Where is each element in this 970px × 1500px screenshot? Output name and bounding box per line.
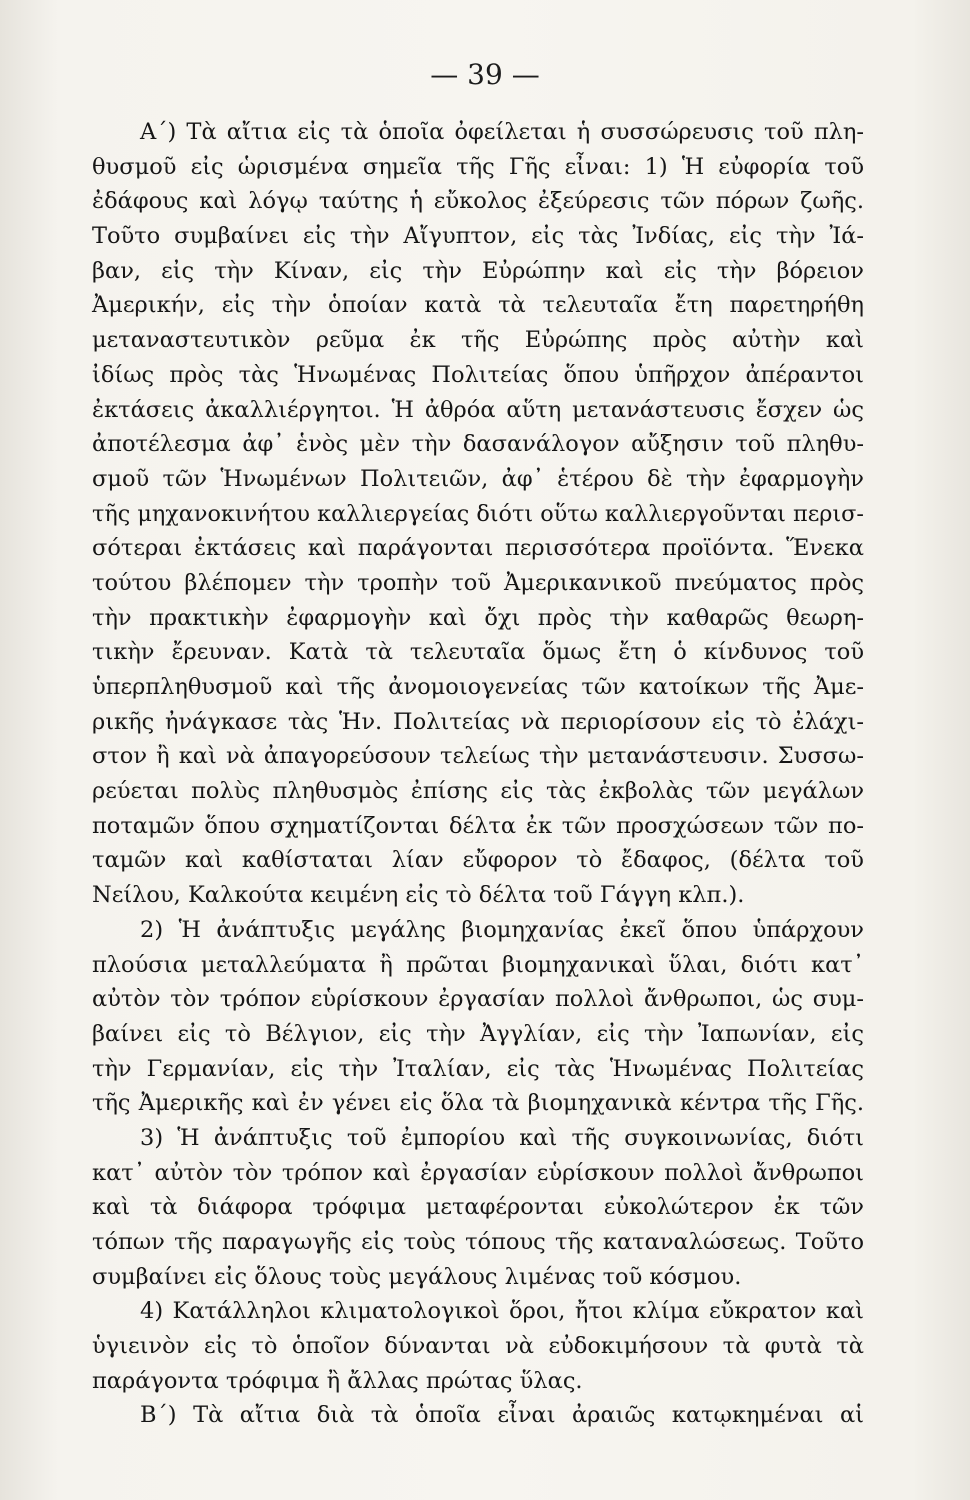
page-body bbox=[92, 115, 864, 1433]
text-line: τόπων τῆς παραγωγῆς εἰς τοὺς τόπους τῆς καταναλώσεως. Τοῦτο bbox=[92, 1229, 864, 1255]
text-line: Β΄) Τὰ αἴτια διὰ τὰ ὁποῖα εἶναι ἀραιῶς κατῳκημέναι αἱ bbox=[140, 1402, 864, 1429]
text-line: τὴν Γερμανίαν, εἰς τὴν Ἰταλίαν, εἰς τὰς Ἡνωμένας Πολιτείας bbox=[92, 1055, 864, 1082]
text-line: τούτου βλέπομεν τὴν τροπὴν τοῦ Ἀμερικανικοῦ πνεύματος πρὸς bbox=[92, 569, 864, 596]
text-line: κατ᾽ αὐτὸν τὸν τρόπον καὶ ἐργασίαν εὑρίσκουν πολλοὶ ἄνθρωποι bbox=[92, 1159, 864, 1186]
text-line: ὑπερπληθυσμοῦ καὶ τῆς ἀνομοιογενείας τῶν κατοίκων τῆς Ἀμε- bbox=[92, 674, 864, 700]
text-line: θυσμοῦ εἰς ὡρισμένα σημεῖα τῆς Γῆς εἶναι: 1) Ἡ εὐφορία τοῦ bbox=[92, 153, 864, 180]
text-line: Α΄) Τὰ αἴτια εἰς τὰ ὁποῖα ὀφείλεται ἡ συσσώρευσις τοῦ πλη- bbox=[140, 119, 864, 145]
text-line: αὐτὸν τὸν τρόπον εὑρίσκουν ἐργασίαν πολλοὶ ἄνθρωποι, ὡς συμ- bbox=[92, 986, 864, 1013]
text-line: μεταναστευτικὸν ρεῦμα ἐκ τῆς Εὐρώπης πρὸς αὐτὴν καὶ bbox=[92, 327, 864, 354]
text-line: στον ἢ καὶ νὰ ἀπαγορεύσουν τελείως τὴν μετανάστευσιν. Συσσω- bbox=[92, 743, 864, 770]
text-line: ἀποτέλεσμα ἀφ᾽ ἑνὸς μὲν τὴν δασανάλογον αὔξησιν τοῦ πληθυ- bbox=[92, 431, 864, 458]
text-line: τὴν πρακτικὴν ἐφαρμογὴν καὶ ὄχι πρὸς τὴν καθαρῶς θεωρη- bbox=[92, 604, 864, 631]
text-line: ἐκτάσεις ἀκαλλιέργητοι. Ἡ ἀθρόα αὕτη μετανάστευσις ἔσχεν ὡς bbox=[92, 396, 864, 423]
text-line: 2) Ἡ ἀνάπτυξις μεγάλης βιομηχανίας ἐκεῖ ὅπου ὑπάρχουν bbox=[140, 916, 864, 943]
text-line: πλούσια μεταλλεύματα ἢ πρῶται βιομηχανικαὶ ὕλαι, διότι κατ᾽ bbox=[92, 951, 864, 978]
text-line: Νείλου, Καλκούτα κειμένη εἰς τὸ δέλτα τοῦ Γάγγη κλπ.). bbox=[92, 882, 745, 909]
text-line: τικὴν ἔρευναν. Κατὰ τὰ τελευταῖα ὅμως ἔτη ὁ κίνδυνος τοῦ bbox=[92, 639, 864, 666]
text-line: 4) Κατάλληλοι κλιματολογικοὶ ὅροι, ἤτοι κλίμα εὔκρατον καὶ bbox=[140, 1298, 864, 1325]
text-line: ρεύεται πολὺς πληθυσμὸς ἐπίσης εἰς τὰς ἐκβολὰς τῶν μεγάλων bbox=[92, 778, 864, 805]
text-line: βαίνει εἰς τὸ Βέλγιον, εἰς τὴν Ἀγγλίαν, εἰς τὴν Ἰαπωνίαν, εἰς bbox=[92, 1020, 864, 1047]
text-line: ἰδίως πρὸς τὰς Ἡνωμένας Πολιτείας ὅπου ὑπῆρχον ἀπέραντοι bbox=[92, 361, 864, 388]
text-line: Τοῦτο συμβαίνει εἰς τὴν Αἴγυπτον, εἰς τὰς Ἰνδίας, εἰς τὴν Ἰά- bbox=[92, 223, 864, 250]
text-line: συμβαίνει εἰς ὅλους τοὺς μεγάλους λιμένας τοῦ κόσμου. bbox=[92, 1263, 742, 1290]
text-line: ὑγιεινὸν εἰς τὸ ὁποῖον δύνανται νὰ εὐδοκιμήσουν τὰ φυτὰ τὰ bbox=[92, 1333, 864, 1360]
text-line: ταμῶν καὶ καθίσταται λίαν εὔφορον τὸ ἔδαφος, (δέλτα τοῦ bbox=[92, 847, 864, 874]
page-number: — 39 — bbox=[430, 58, 540, 91]
text-line: 3) Ἡ ἀνάπτυξις τοῦ ἐμπορίου καὶ τῆς συγκοινωνίας, διότι bbox=[140, 1124, 864, 1151]
text-line: παράγοντα τρόφιμα ἢ ἄλλας πρώτας ὕλας. bbox=[92, 1367, 583, 1394]
text-line: ποταμῶν ὅπου σχηματίζονται δέλτα ἐκ τῶν προσχώσεων τῶν πο- bbox=[92, 812, 864, 839]
text-line: τῆς μηχανοκινήτου καλλιεργείας διότι οὕτω καλλιεργοῦνται περισ- bbox=[92, 500, 864, 527]
text-line: τῆς Ἀμερικῆς καὶ ἐν γένει εἰς ὅλα τὰ βιομηχανικὰ κέντρα τῆς Γῆς. bbox=[92, 1090, 864, 1117]
text-line: βαν, εἰς τὴν Κίναν, εἰς τὴν Εὐρώπην καὶ εἰς τὴν βόρειον bbox=[92, 257, 864, 284]
text-line: σμοῦ τῶν Ἡνωμένων Πολιτειῶν, ἀφ᾽ ἑτέρου δὲ τὴν ἐφαρμογὴν bbox=[92, 465, 864, 492]
text-line: ἐδάφους καὶ λόγῳ ταύτης ἡ εὔκολος ἐξεύρεσις τῶν πόρων ζωῆς. bbox=[92, 188, 864, 215]
text-line: Ἀμερικήν, εἰς τὴν ὁποίαν κατὰ τὰ τελευταῖα ἔτη παρετηρήθη bbox=[92, 292, 864, 319]
text-line: ρικῆς ἠνάγκασε τὰς Ἡν. Πολιτείας νὰ περιορίσουν εἰς τὸ ἐλάχι- bbox=[92, 708, 864, 735]
text-line: καὶ τὰ διάφορα τρόφιμα μεταφέρονται εὐκολώτερον ἐκ τῶν bbox=[92, 1194, 864, 1221]
text-line: σότεραι ἐκτάσεις καὶ παράγονται περισσότερα προϊόντα. Ἕνεκα bbox=[92, 535, 864, 562]
